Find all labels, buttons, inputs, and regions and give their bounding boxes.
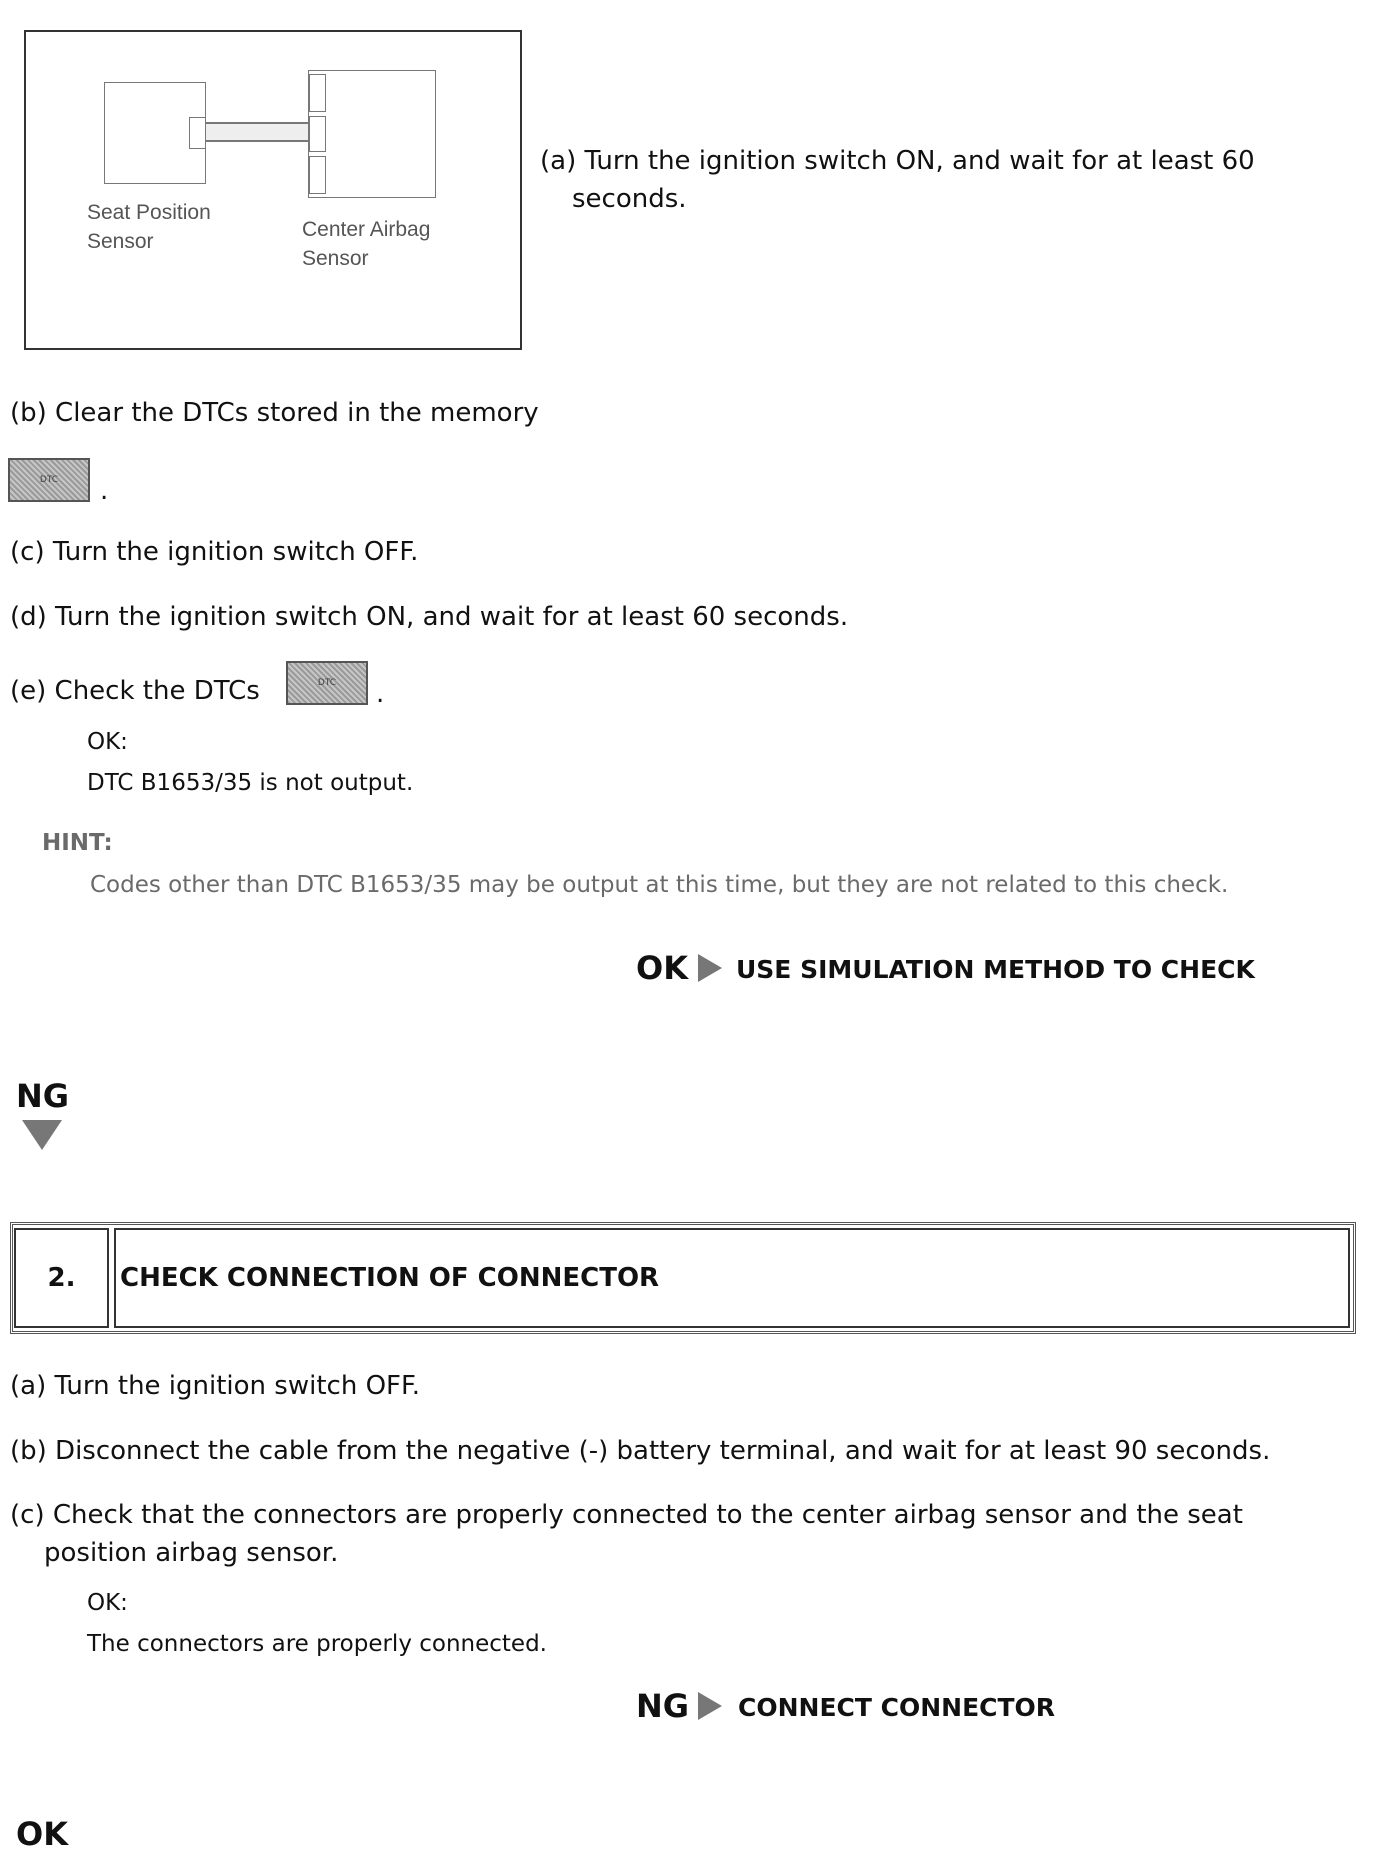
step2-result-action[interactable]: CONNECT CONNECTOR <box>738 1693 1056 1722</box>
down-arrow-icon <box>22 1120 62 1150</box>
dtc-image-text-2: DTC <box>317 678 337 688</box>
step1-e-dot: . <box>376 679 385 709</box>
step1-d: (d) Turn the ignition switch ON, and wait for at least 60 seconds. <box>10 602 849 632</box>
step1-hint-label: HINT: <box>42 830 113 856</box>
step2-next-ok: OK <box>16 1815 68 1853</box>
seat-sensor-label-1: Seat Position <box>87 201 211 224</box>
step1-b: (b) Clear the DTCs stored in the memory <box>10 398 539 428</box>
step1-a-line1: (a) Turn the ignition switch ON, and wait for at least 60 <box>540 146 1255 176</box>
step1-ok-text: DTC B1653/35 is not output. <box>87 770 414 796</box>
step2-title: CHECK CONNECTION OF CONNECTOR <box>114 1228 1350 1328</box>
step1-ng-label: NG <box>16 1077 70 1115</box>
step2-a: (a) Turn the ignition switch OFF. <box>10 1371 421 1401</box>
result-arrow-icon-2 <box>698 1692 722 1720</box>
step1-hint-text: Codes other than DTC B1653/35 may be output at this time, but they are not related to this check. <box>90 872 1229 898</box>
center-airbag-sensor-box <box>308 70 436 198</box>
step2-c-line2: position airbag sensor. <box>44 1538 339 1568</box>
step2-result-ng: NG <box>636 1687 690 1725</box>
step1-b-dot: . <box>100 476 109 506</box>
result-arrow-icon <box>698 954 722 982</box>
center-connector-tab-1 <box>309 74 326 112</box>
center-sensor-label-1: Center Airbag <box>302 218 431 241</box>
step2-ok-label: OK: <box>87 1590 128 1616</box>
step1-a-line2: seconds. <box>572 184 687 214</box>
center-connector-tab-2 <box>309 116 326 152</box>
step2-ok-text: The connectors are properly connected. <box>87 1631 547 1657</box>
dtc-image-text: DTC <box>39 475 59 485</box>
step2-b: (b) Disconnect the cable from the negative (-) battery terminal, and wait for at least 90 seconds. <box>10 1436 1271 1466</box>
step1-ok-label: OK: <box>87 729 128 755</box>
step1-result-action[interactable]: USE SIMULATION METHOD TO CHECK <box>736 955 1255 984</box>
dtc-button-image[interactable] <box>8 458 90 502</box>
seat-connector-tab <box>189 117 206 149</box>
connector-diagram <box>24 30 522 350</box>
step2-c-line1: (c) Check that the connectors are properly connected to the center airbag sensor and the seat <box>10 1500 1243 1530</box>
step2-number: 2. <box>14 1228 109 1328</box>
center-sensor-label-2: Sensor <box>302 247 369 270</box>
connector-harness <box>206 122 310 142</box>
center-connector-tab-3 <box>309 156 326 194</box>
step1-c: (c) Turn the ignition switch OFF. <box>10 537 419 567</box>
dtc-check-button-image[interactable] <box>286 661 368 705</box>
step1-result-ok: OK <box>636 949 688 987</box>
step1-e: (e) Check the DTCs <box>10 676 260 706</box>
seat-sensor-label-2: Sensor <box>87 230 154 253</box>
